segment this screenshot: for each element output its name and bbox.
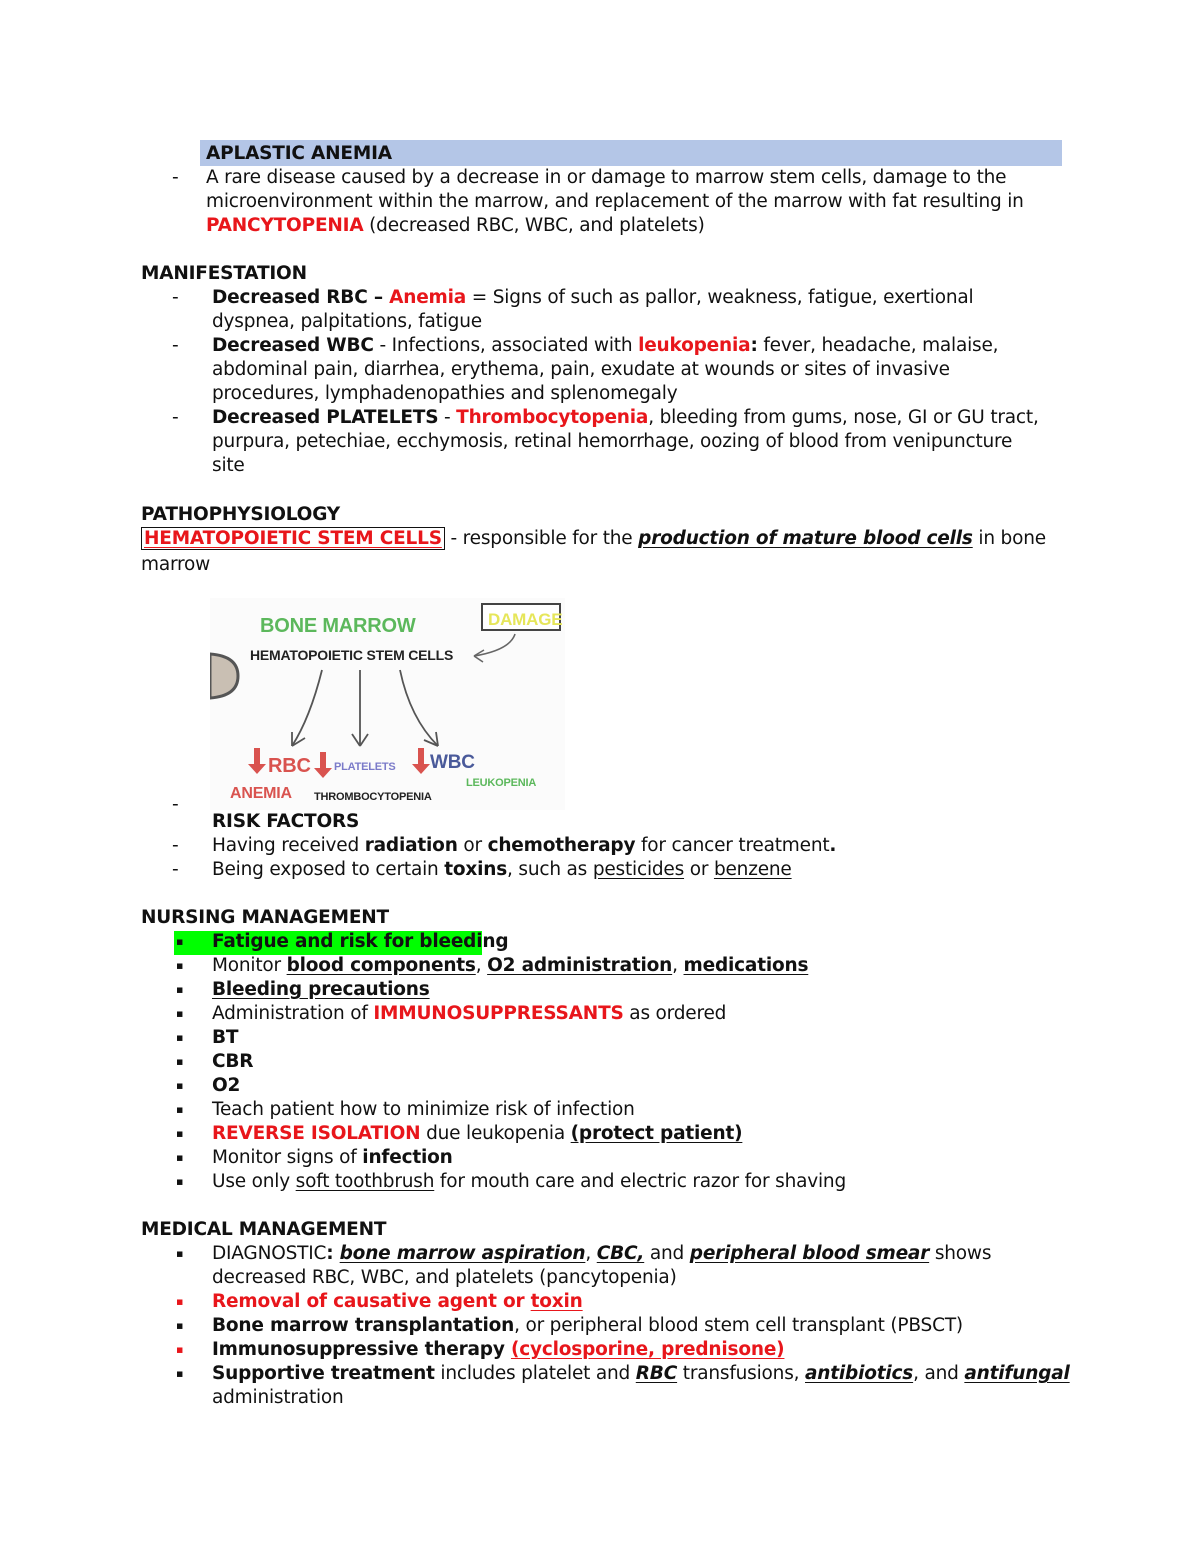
list-item-continued: decreased RBC, WBC, and platelets (pancytopenia): [212, 1267, 677, 1288]
list-item: [212, 1003, 726, 1024]
red-underlined-term: (cyclosporine, prednisone): [510, 1339, 785, 1360]
bold-term: chemotherapy: [487, 835, 636, 856]
text: Monitor: [212, 955, 287, 976]
text: -: [438, 407, 457, 428]
bold-term: Supportive treatment: [212, 1363, 435, 1384]
text: ,: [672, 955, 684, 976]
boxed-term: HEMATOPOIETIC STEM CELLS: [141, 527, 445, 550]
text: DIAGNOSTIC: [212, 1243, 327, 1264]
list-item: [212, 955, 808, 976]
text: for mouth care and electric razor for shaving: [434, 1171, 846, 1192]
diagram-bone-marrow: BONE MARROW: [260, 615, 416, 637]
list-item-continued: procedures, lymphadenopathies and splenomegaly: [212, 383, 678, 404]
list-item: [212, 1123, 742, 1144]
bullet-square: ▪: [176, 1079, 184, 1092]
bullet-square: ▪: [176, 1151, 184, 1164]
list-item: [212, 1363, 1070, 1384]
paragraph-line: [141, 528, 1046, 549]
text: - Infections, associated with: [373, 335, 639, 356]
bold-underlined-term: medications: [683, 955, 809, 976]
section-heading: MANIFESTATION: [141, 263, 307, 284]
text: .: [829, 835, 837, 856]
diagram-platelets: PLATELETS: [334, 761, 396, 773]
bullet-square: ▪: [176, 1055, 184, 1068]
emphasis-term: antibiotics: [805, 1363, 914, 1384]
list-item: [212, 407, 1039, 428]
bullet-square: ▪: [176, 935, 184, 948]
text: , or peripheral blood stem cell transplant (PBSCT): [514, 1315, 963, 1336]
list-item: [212, 287, 973, 308]
text: or: [684, 859, 714, 880]
paragraph-line: [206, 215, 705, 236]
diagram-leukopenia: LEUKOPENIA: [466, 777, 537, 789]
pathophysiology-diagram: [210, 598, 565, 810]
emphasis-term: antifungal: [964, 1363, 1070, 1384]
list-item: CBR: [212, 1051, 254, 1072]
text: = Signs of such as pallor, weakness, fatigue, exertional: [466, 287, 974, 308]
text: due leukopenia: [420, 1123, 571, 1144]
bold-term: Decreased WBC: [212, 335, 374, 356]
red-term: PANCYTOPENIA: [206, 215, 364, 236]
bullet-square: ▪: [176, 983, 184, 996]
text: as ordered: [623, 1003, 727, 1024]
emphasis-term: peripheral blood smear: [689, 1243, 930, 1264]
paragraph-line: microenvironment within the marrow, and replacement of the marrow with fat resulting in: [206, 191, 1024, 212]
text: fever, headache, malaise,: [757, 335, 999, 356]
text: Monitor signs of: [212, 1147, 363, 1168]
list-item: [212, 835, 836, 856]
bullet-square: ▪: [176, 1367, 184, 1380]
red-term: Anemia: [389, 287, 467, 308]
red-term: Thrombocytopenia: [456, 407, 649, 428]
diagram-damage: DAMAGE: [488, 610, 563, 629]
text: shows: [929, 1243, 992, 1264]
bold-underlined-term: (protect patient): [570, 1123, 743, 1144]
section-heading: NURSING MANAGEMENT: [141, 907, 389, 928]
bold-term: radiation: [364, 835, 458, 856]
text: Being exposed to certain: [212, 859, 445, 880]
text: transfusions,: [677, 1363, 805, 1384]
underlined-term: toxin: [530, 1291, 583, 1312]
text: , and: [913, 1363, 965, 1384]
red-term: IMMUNOSUPPRESSANTS: [373, 1003, 624, 1024]
text: :: [750, 335, 758, 356]
underlined-term: benzene: [713, 859, 792, 880]
list-dash: -: [172, 407, 179, 428]
underlined-term: pesticides: [592, 859, 685, 880]
diagram-thrombocytopenia: THROMBOCYTOPENIA: [314, 791, 432, 803]
list-dash: -: [172, 835, 179, 856]
bullet-square: ▪: [176, 1343, 184, 1356]
text: or: [457, 835, 488, 856]
text: , such as: [507, 859, 593, 880]
text: Use only: [212, 1171, 296, 1192]
text: ,: [475, 955, 488, 976]
text: and: [644, 1243, 690, 1264]
bold-term: infection: [362, 1147, 453, 1168]
red-term: leukopenia: [638, 335, 751, 356]
bold-underlined-term: blood components: [286, 955, 476, 976]
bullet-square: ▪: [176, 1127, 184, 1140]
paragraph-line: marrow: [141, 554, 211, 575]
list-item: O2: [212, 1075, 241, 1096]
list-dash: -: [172, 167, 179, 188]
underlined-term: soft toothbrush: [295, 1171, 435, 1192]
list-item: [212, 1339, 784, 1360]
section-heading: PATHOPHYSIOLOGY: [141, 504, 340, 525]
list-item: Teach patient how to minimize risk of infection: [212, 1099, 635, 1120]
section-heading: RISK FACTORS: [212, 811, 360, 832]
bullet-square: ▪: [176, 959, 184, 972]
text: (decreased RBC, WBC, and platelets): [363, 215, 705, 236]
bold-term: Decreased PLATELETS: [212, 407, 439, 428]
emphasis-term: CBC,: [596, 1243, 645, 1264]
text: Administration of: [212, 1003, 374, 1024]
bold-underlined-term: O2 administration: [487, 955, 673, 976]
text: ,: [585, 1243, 597, 1264]
text: for cancer treatment: [635, 835, 830, 856]
page-title: APLASTIC ANEMIA: [206, 143, 392, 164]
diagram-anemia: ANEMIA: [230, 785, 292, 802]
bold-term: toxins: [444, 859, 508, 880]
list-item: [212, 1315, 963, 1336]
bold-term: Decreased RBC –: [212, 287, 390, 308]
text: :: [326, 1243, 340, 1264]
paragraph-line: A rare disease caused by a decrease in or damage to marrow stem cells, damage to the: [206, 167, 1007, 188]
emphasis-term: production of mature blood cells: [638, 528, 973, 549]
list-item: [212, 859, 792, 880]
text: Having received: [212, 835, 365, 856]
diagram-svg: [210, 598, 565, 810]
bullet-square: ▪: [176, 1295, 184, 1308]
list-item: BT: [212, 1027, 239, 1048]
list-item-continued: administration: [212, 1387, 344, 1408]
emphasis-term: bone marrow aspiration: [339, 1243, 586, 1264]
list-item: Fatigue and risk for bleeding: [212, 931, 509, 952]
list-item-continued: site: [212, 455, 245, 476]
bullet-square: ▪: [176, 1319, 184, 1332]
diagram-rbc: RBC: [268, 755, 311, 777]
list-dash: -: [172, 335, 179, 356]
bullet-square: ▪: [176, 1175, 184, 1188]
bold-term: Immunosuppressive therapy: [212, 1339, 511, 1360]
list-item: [212, 1147, 453, 1168]
bullet-square: ▪: [176, 1007, 184, 1020]
text: , bleeding from gums, nose, GI or GU tract,: [648, 407, 1039, 428]
text: - responsible for the: [444, 528, 639, 549]
list-item: [212, 1291, 583, 1312]
list-item: [212, 1171, 846, 1192]
list-dash: -: [172, 287, 179, 308]
bullet-square: ▪: [176, 1247, 184, 1260]
list-dash: -: [172, 859, 179, 880]
text: Removal of causative agent or: [212, 1291, 531, 1312]
list-item: [212, 1243, 991, 1264]
emphasis-term: RBC: [635, 1363, 678, 1384]
section-heading: MEDICAL MANAGEMENT: [141, 1219, 387, 1240]
diagram-hsc: HEMATOPOIETIC STEM CELLS: [250, 647, 454, 663]
list-item-continued: purpura, petechiae, ecchymosis, retinal hemorrhage, oozing of blood from venipuncture: [212, 431, 1013, 452]
bullet-square: ▪: [176, 1103, 184, 1116]
bullet-square: ▪: [176, 1031, 184, 1044]
text: in bone: [972, 528, 1046, 549]
list-item-continued: abdominal pain, diarrhea, erythema, pain, exudate at wounds or sites of invasive: [212, 359, 950, 380]
list-item-continued: dyspnea, palpitations, fatigue: [212, 311, 482, 332]
list-dash: -: [172, 794, 179, 815]
list-item: Bleeding precautions: [212, 979, 430, 1000]
bold-term: Bone marrow transplantation: [212, 1315, 515, 1336]
list-item: [212, 335, 998, 356]
diagram-wbc: WBC: [430, 752, 475, 773]
red-term: REVERSE ISOLATION: [212, 1123, 421, 1144]
text: includes platelet and: [434, 1363, 636, 1384]
